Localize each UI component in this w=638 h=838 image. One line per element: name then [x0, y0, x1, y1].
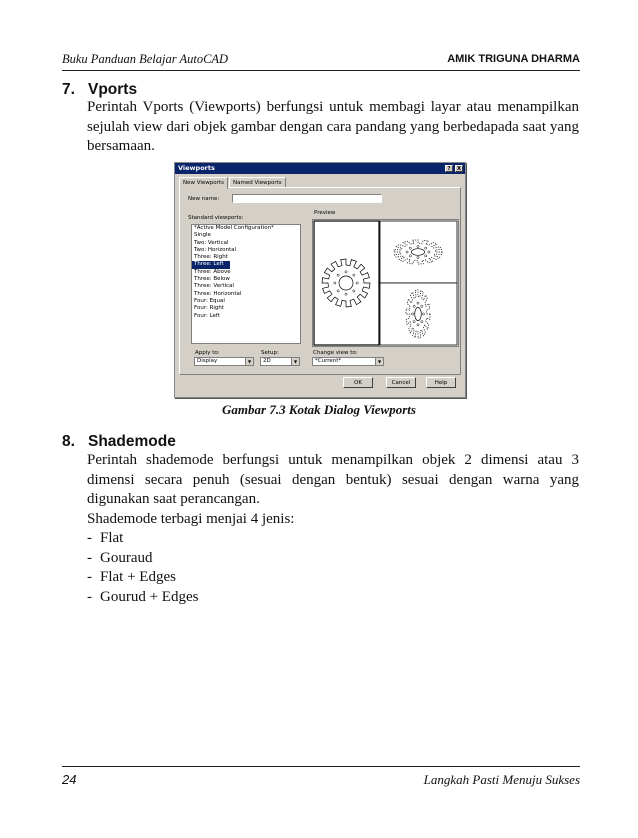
ok-button[interactable]: OK — [343, 377, 373, 388]
apply-to-select[interactable] — [194, 357, 254, 366]
footer-rule — [62, 766, 580, 767]
section-7-number: 7. — [62, 81, 75, 98]
dialog-title-bar — [175, 163, 465, 174]
new-name-label: New name: — [188, 196, 220, 202]
list-item[interactable]: Four: Equal — [194, 297, 225, 304]
list-item: - Gourud + Edges — [87, 588, 199, 605]
viewport-top-right — [380, 221, 457, 283]
chevron-down-icon: ▼ — [291, 358, 299, 365]
help-button[interactable]: Help — [426, 377, 456, 388]
change-view-label: Change view to: — [313, 350, 358, 356]
new-name-input[interactable] — [232, 194, 382, 203]
apply-to-value: Display — [197, 358, 218, 364]
setup-select[interactable] — [260, 357, 300, 366]
tab-new-viewports[interactable]: New Viewports — [179, 177, 228, 189]
list-item[interactable]: Two: Vertical — [194, 239, 229, 246]
page-number: 24 — [62, 772, 77, 787]
viewport-bottom-right — [380, 283, 457, 345]
preview-pane — [312, 219, 459, 347]
section-8-intro: Shademode terbagi menjai 4 jenis: — [87, 510, 295, 527]
section-7-text: Perintah Vports (Viewports) berfungsi untuk membagi layar atau menampilkan sejulah view dari objek gambar dengan cara pandang yang berbedapada saat yang bersamaan. — [87, 99, 579, 154]
list-item: - Flat + Edges — [87, 569, 176, 585]
section-8-text: Perintah shademode berfungsi untuk menampilkan objek 2 dimensi atau 3 dimensi secara penuh (sesuai dengan bentuk) sesuai dengan warna yang digunakan saat perancangan. — [87, 452, 579, 507]
change-view-select[interactable] — [312, 357, 384, 366]
list-item[interactable]: Three: Vertical — [194, 283, 234, 290]
setup-label: Setup: — [261, 350, 279, 356]
list-item: - Gouraud — [87, 549, 153, 566]
list-item[interactable]: Two: Horizontal — [194, 246, 236, 253]
header-rule — [62, 70, 580, 71]
section-7-heading — [62, 81, 137, 99]
setup-value: 2D — [263, 358, 271, 364]
dialog-help-button[interactable]: ? — [445, 165, 453, 172]
list-item[interactable]: Three: Below — [194, 276, 230, 283]
section-7-title: Vports — [88, 81, 138, 98]
list-item[interactable]: Four: Left — [194, 312, 220, 319]
viewports-dialog — [174, 162, 466, 398]
preview-label: Preview — [314, 210, 336, 216]
list-item[interactable]: Three: Right — [194, 254, 228, 261]
dialog-close-button[interactable]: X — [456, 166, 462, 172]
header-institution: AMIK TRIGUNA DHARMA — [447, 53, 580, 65]
chevron-down-icon: ▼ — [375, 358, 383, 365]
list-item[interactable]: Four: Right — [194, 305, 225, 312]
dialog-title: Viewports — [178, 164, 215, 172]
standard-viewports-label: Standard viewports: — [188, 215, 244, 221]
section-8-title: Shademode — [88, 433, 176, 450]
list-item[interactable]: Three: Horizontal — [194, 290, 242, 297]
change-view-value: *Current* — [315, 358, 342, 364]
header-book-title: Buku Panduan Belajar AutoCAD — [62, 52, 229, 66]
tab-named-viewports[interactable]: Named Viewports — [229, 177, 286, 188]
list-item[interactable]: *Active Model Configuration* — [194, 225, 274, 231]
chevron-down-icon: ▼ — [245, 358, 253, 365]
figure-caption: Gambar 7.3 Kotak Dialog Viewports — [222, 402, 416, 417]
preview-viewports-graphic — [313, 220, 458, 346]
section-8-heading — [62, 433, 176, 451]
standard-viewports-list[interactable] — [191, 224, 301, 344]
section-7-paragraph — [87, 98, 579, 157]
list-item[interactable]: Three: Left — [192, 261, 230, 268]
list-item: - Flat — [87, 530, 124, 546]
section-8-number: 8. — [62, 433, 75, 450]
list-item[interactable]: Single — [194, 232, 211, 239]
list-item[interactable]: Three: Above — [194, 268, 231, 275]
apply-to-label: Apply to: — [195, 350, 220, 356]
shademode-list — [87, 529, 198, 607]
footer-motto: Langkah Pasti Menuju Sukses — [423, 772, 580, 787]
cancel-button[interactable]: Cancel — [386, 377, 416, 388]
section-8-paragraph — [87, 451, 579, 529]
